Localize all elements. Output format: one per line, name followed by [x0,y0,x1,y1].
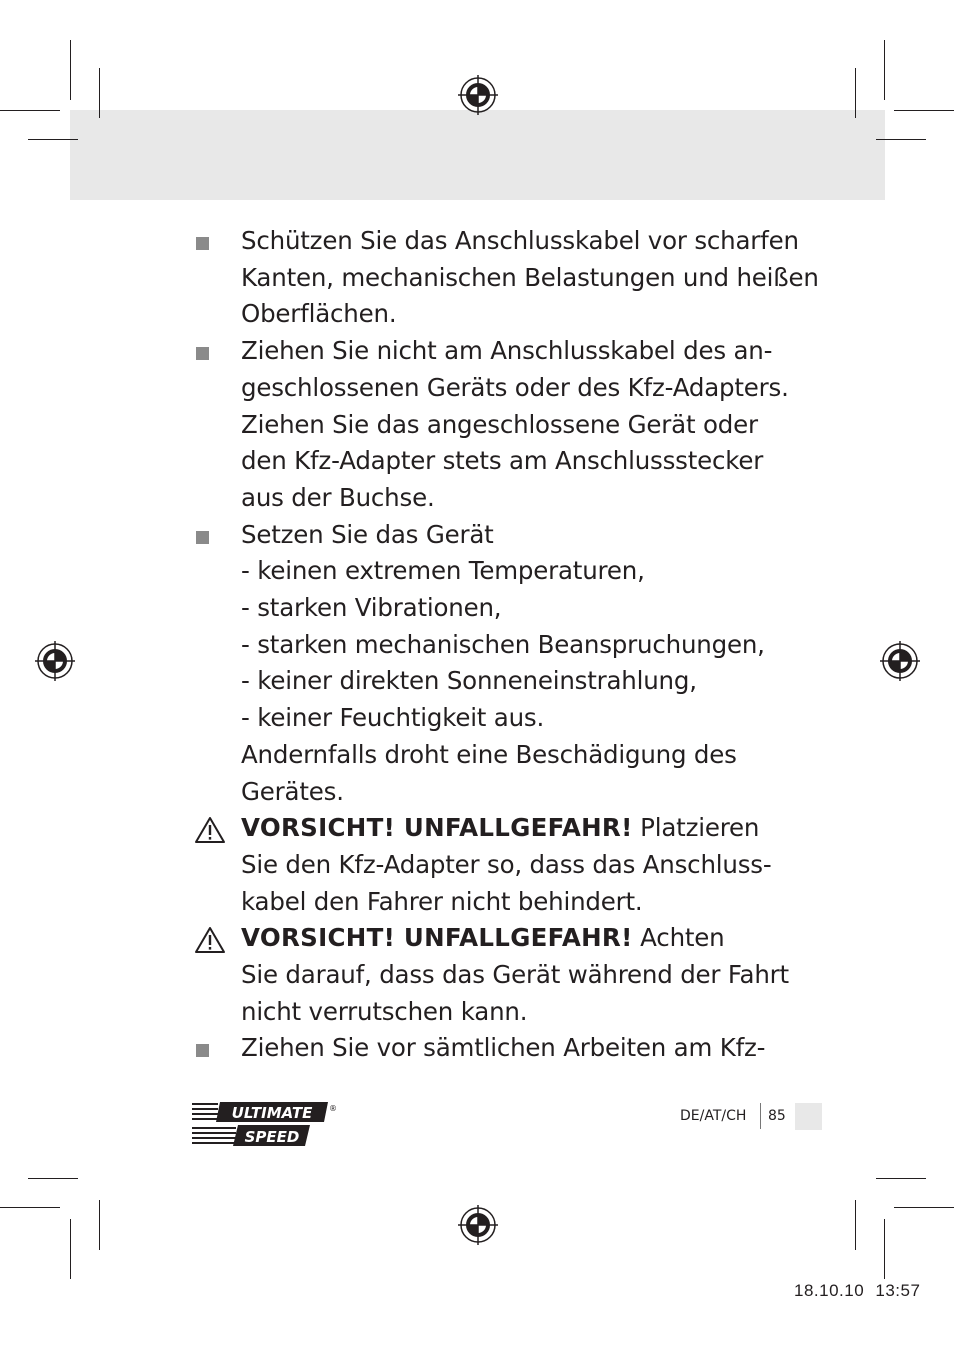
text-line: Setzen Sie das Gerät [241,519,494,549]
text-line: nicht verrutschen kann. [241,996,528,1026]
text-line: Schützen Sie das Anschlusskabel vor scharfen [241,226,799,255]
warning-item [194,810,794,920]
list-item [194,333,794,517]
text-line: Andernfalls droht eine Beschädigung des [241,739,737,769]
square-bullet-icon [196,1044,209,1057]
square-bullet-icon [196,347,209,360]
page-tab [795,1103,822,1130]
footer-divider [760,1103,761,1129]
logo-registered-mark: ® [329,1104,337,1113]
registration-mark-icon [35,641,75,681]
list-item [194,517,794,811]
warning-item [194,920,794,1030]
text-line: Oberflächen. [241,299,397,329]
text-line [241,810,794,847]
safety-instructions [194,223,819,1067]
text-line: - keinen extremen Temperaturen, [241,556,645,586]
text-line: Ziehen Sie das angeschlossene Gerät oder [241,409,758,439]
list-item [194,223,819,333]
text-line: - starken mechanischen Beanspruchungen, [241,629,765,659]
text-line: Kanten, mechanischen Belastungen und heißen [241,262,819,292]
warning-title: VORSICHT! UNFALLGEFAHR! [241,813,633,843]
text-line: Sie darauf, dass das Gerät während der Fahrt [241,960,789,990]
text-line: Gerätes. [241,776,344,806]
text-line: - keiner Feuchtigkeit aus. [241,703,545,733]
registration-mark-icon [880,641,920,681]
brand-logo [192,1100,337,1148]
text-line [241,920,794,957]
registration-mark-icon [458,1205,498,1245]
warning-triangle-icon [194,816,226,844]
text-line: - starken Vibrationen, [241,593,502,623]
page-number: 85 [768,1108,786,1124]
text-line: - keiner direkten Sonneneinstrahlung, [241,666,697,696]
warning-triangle-icon [194,926,226,954]
logo-text-bottom: SPEED [244,1128,300,1146]
text-line: Ziehen Sie vor sämtlichen Arbeiten am Kfz- [241,1033,766,1063]
list-item [194,1030,794,1067]
region-code: DE/AT/CH [680,1108,747,1124]
text-line: geschlossenen Geräts oder des Kfz-Adapters. [241,372,789,402]
warning-text: Achten [632,923,725,953]
text-line: aus der Buchse. [241,482,435,512]
square-bullet-icon [196,237,209,250]
text-line: den Kfz-Adapter stets am Anschlussstecker [241,446,764,476]
registration-mark-icon [458,75,498,115]
text-line: Ziehen Sie nicht am Anschlusskabel des an- [241,336,773,366]
text-line: Sie den Kfz-Adapter so, dass das Anschluss- [241,849,772,879]
text-line: kabel den Fahrer nicht behindert. [241,886,643,916]
header-band [70,110,885,200]
print-timestamp: 18.10.10 13:57 [794,1281,921,1300]
warning-text: Platzieren [632,813,760,843]
square-bullet-icon [196,531,209,544]
logo-text-top: ULTIMATE [231,1104,313,1122]
warning-title: VORSICHT! UNFALLGEFAHR! [241,923,633,953]
